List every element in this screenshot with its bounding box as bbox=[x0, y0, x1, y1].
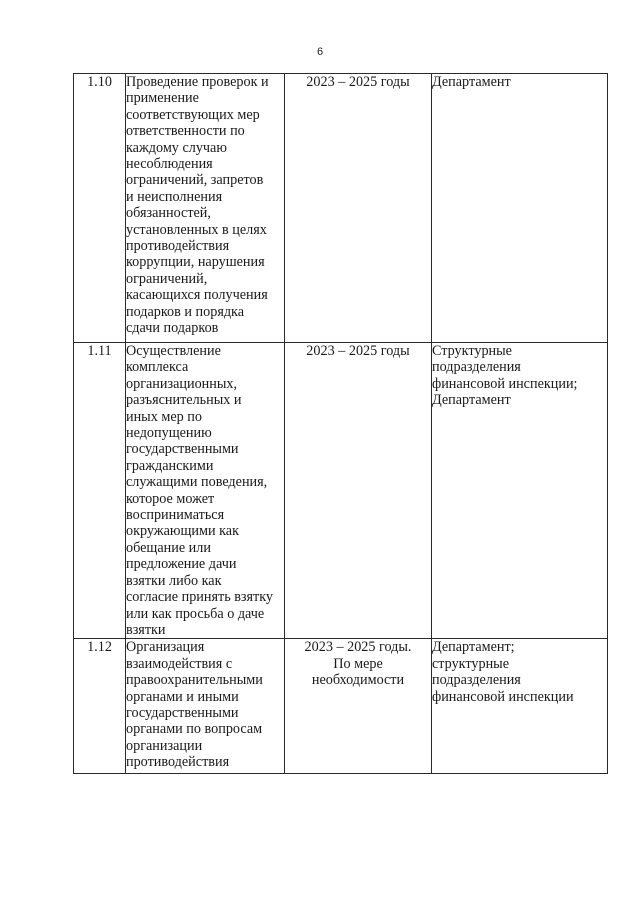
activity-cell bbox=[126, 639, 285, 774]
term-cell bbox=[285, 343, 432, 639]
table-row bbox=[74, 343, 608, 639]
row-number: 1.11 bbox=[87, 343, 112, 359]
activity-cell bbox=[126, 343, 285, 639]
term-cell bbox=[285, 639, 432, 774]
term-text: 2023 – 2025 годы bbox=[306, 343, 410, 359]
activity-text: Осуществление комплекса организационных, разъяснительных и иных мер по недопущению государственными гражданскими служащими поведения, которое может восприниматься окружающими как обещание или предложение дачи взятки либо как согласие принять взятку или как просьба о даче взятки bbox=[126, 343, 274, 638]
activity-text: Проведение проверок и применение соответствующих мер ответственности по каждому случаю несоблюдения ограничений, запретов и неисполнения обязанностей, установленных в целях противодействия коррупции, нарушения ограничений, касающихся получения подарков и порядка сдачи подарков bbox=[126, 74, 269, 337]
row-number: 1.12 bbox=[87, 639, 112, 656]
responsible-cell bbox=[432, 639, 608, 774]
term-text: 2023 – 2025 годы. По мере необходимости bbox=[304, 639, 412, 689]
page-number: 6 bbox=[316, 46, 324, 58]
row-number: 1.10 bbox=[87, 74, 112, 90]
responsible-text: Структурные подразделения финансовой инспекции; Департамент bbox=[432, 343, 578, 409]
activity-cell bbox=[126, 74, 285, 343]
responsible-cell bbox=[432, 74, 608, 343]
row-number-cell bbox=[74, 74, 126, 343]
responsible-cell bbox=[432, 343, 608, 639]
row-number-cell bbox=[74, 343, 126, 639]
row-number-cell bbox=[74, 639, 126, 774]
responsible-text: Департамент; структурные подразделения финансовой инспекции bbox=[432, 639, 574, 705]
activity-text: Организация взаимодействия с правоохранительными органами и иными государственными органами по вопросам организации противодействия bbox=[126, 639, 263, 771]
term-cell bbox=[285, 74, 432, 343]
table-row bbox=[74, 74, 608, 343]
table-row bbox=[74, 639, 608, 774]
responsible-text: Департамент bbox=[432, 74, 511, 90]
plan-table bbox=[73, 73, 608, 774]
term-text: 2023 – 2025 годы bbox=[306, 74, 410, 90]
